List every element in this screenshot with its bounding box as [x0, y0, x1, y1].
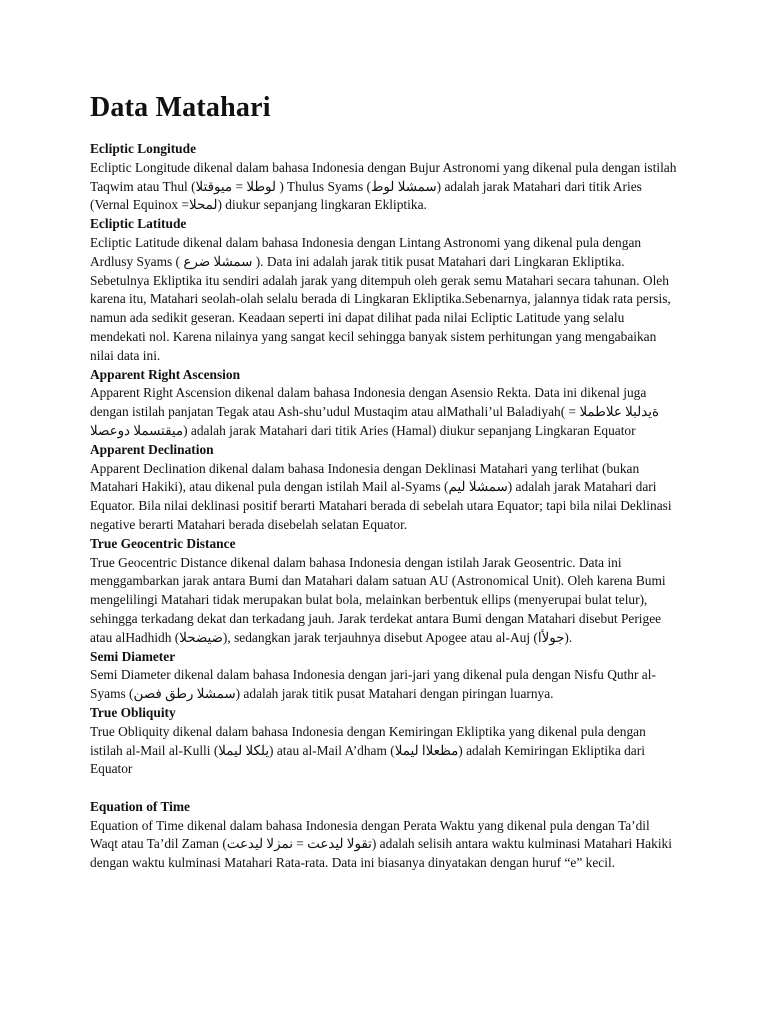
section-heading: Equation of Time	[90, 798, 190, 814]
section-ecliptic-longitude	[90, 140, 678, 215]
section-heading: Apparent Declination	[90, 441, 214, 457]
section-true-geocentric-distance	[90, 535, 678, 648]
section-heading: True Obliquity	[90, 704, 176, 720]
section-semi-diameter	[90, 648, 678, 704]
section-equation-of-time	[90, 798, 678, 873]
section-body: Apparent Right Ascension dikenal dalam bahasa Indonesia dengan Asensio Rekta. Data ini dikenal juga dengan istilah panjatan Tegak atau Ash-shu’udul Mustaqim atau alMathali’ul Baladiyah( = ةيدلبلا علاطملا ميقتسملا دوعصلا) adalah jarak Matahari dari titik Aries (Hamal) diukur sepanjang Lingkaran Equator	[90, 385, 660, 438]
section-heading: Apparent Right Ascension	[90, 366, 241, 382]
section-body: Apparent Declination dikenal dalam bahasa Indonesia dengan Deklinasi Matahari yang terlihat (bukan Matahari Hakiki), atau dikenal pula dengan istilah Mail al-Syams (سمشلا ليم) adalah jarak Matahari dari Equator. Bila nilai deklinasi positif berarti Matahari berada di sebelah utara Equator; tapi bila nilai Deklinasi negative berarti Matahari berada disebelah selatan Equator.	[90, 460, 672, 532]
section-heading: True Geocentric Distance	[90, 535, 236, 551]
section-body: Semi Diameter dikenal dalam bahasa Indonesia dengan jari-jari yang dikenal pula dengan Nisfu Quthr al-Syams (سمشلا رطق فصن) adalah jarak titik pusat Matahari dengan piringan luarnya.	[90, 667, 656, 702]
section-apparent-right-ascension	[90, 366, 678, 441]
section-apparent-declination	[90, 441, 678, 535]
section-body: Ecliptic Longitude dikenal dalam bahasa Indonesia dengan Bujur Astronomi yang dikenal pula dengan istilah Taqwim atau Thul (لوطلا = ميوقتلا ) Thulus Syams (سمشلا لوط) adalah jarak Matahari dari titik Aries (Vernal Equinox =لمحلا) diukur sepanjang lingkaran Ekliptika.	[90, 159, 677, 213]
section-heading: Semi Diameter	[90, 648, 176, 664]
section-body: Equation of Time dikenal dalam bahasa Indonesia dengan Perata Waktu yang dikenal pula dengan Ta’dil Waqt atau Ta’dil Zaman (تقولا ليدعت = نمزلا ليدعت) adalah selisih antara waktu kulminasi Matahari Hakiki dengan waktu kulminasi Matahari Rata-rata. Data ini biasanya dinyatakan dengan huruf “e” kecil.	[90, 817, 672, 871]
section-body: True Geocentric Distance dikenal dalam bahasa Indonesia dengan istilah Jarak Geosentric. Data ini menggambarkan jarak antara Bumi dan Matahari dalam satuan AU (Astronomical Unit). Oleh karena Bumi mengelilingi Matahari tidak merupakan bulat bola, melainkan berbentuk ellips (menyerupai bulat telur), sehingga terkadang dekat dan terkadang jauh. Jarak terdekat antara Bumi dengan Matahari disebut Perigee atau alHadhidh (ضيضحلا), sedangkan jarak terjauhnya disebut Apogee atau al-Auj (جولأا).	[90, 554, 666, 645]
paragraph-spacer	[90, 779, 678, 798]
section-body: True Obliquity dikenal dalam bahasa Indonesia dengan Kemiringan Ekliptika yang dikenal pula dengan istilah al-Mail al-Kulli (يلكلا ليملا) atau al-Mail A’dham (مظعلاا ليملا) adalah Kemiringan Ekliptika dari Equator	[90, 723, 646, 777]
section-heading: Ecliptic Longitude	[90, 141, 197, 156]
page-title: Data Matahari	[90, 92, 271, 123]
document-page	[90, 90, 678, 873]
section-true-obliquity	[90, 704, 678, 779]
section-body: Ecliptic Latitude dikenal dalam bahasa Indonesia dengan Lintang Astronomi yang dikenal pula dengan Ardlusy Syams ( سمشلا ضرع ). Data ini adalah jarak titik pusat Matahari dari Lingkaran Ekliptika. Sebetulnya Ekliptika itu sendiri adalah jarak yang ditempuh oleh gerak semu Matahari secara tahunan. Oleh karena itu, Matahari seolah-olah selalu berada di Lingkaran Ekliptika.Sebenarnya, jalannya tidak rata persis, namun ada sedikit geseran. Keadaan seperti ini dapat dilihat pada nilai Ecliptic Latitude yang selalu mendekati nol. Karena nilainya yang sangat kecil sehingga banyak sistem perhitungan yang mengabaikan nilai data ini.	[90, 234, 671, 363]
section-ecliptic-latitude	[90, 215, 678, 365]
section-heading: Ecliptic Latitude	[90, 216, 187, 232]
